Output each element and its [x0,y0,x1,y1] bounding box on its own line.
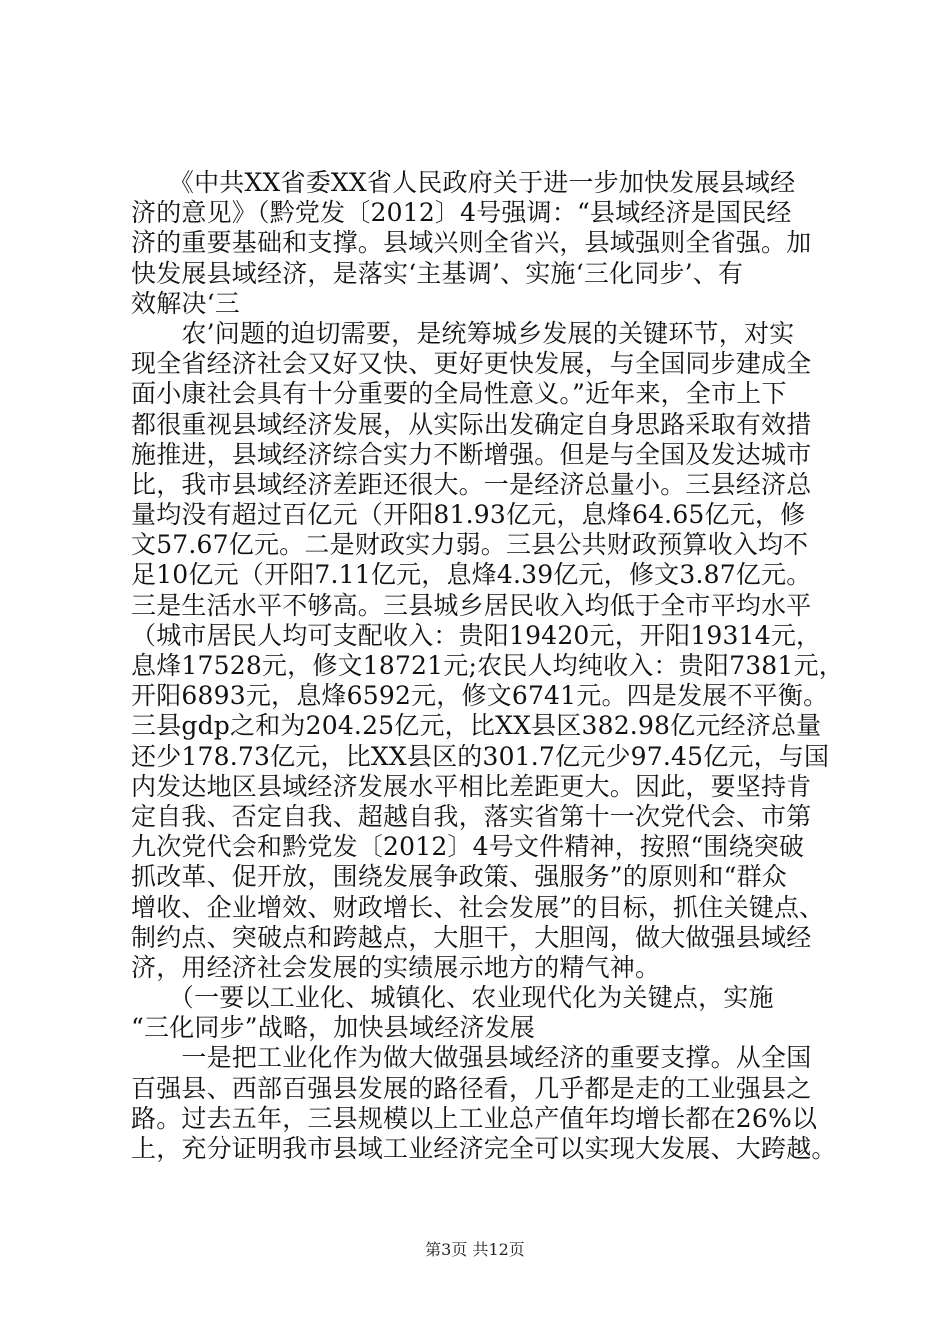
text-line: 量均没有超过百亿元（开阳81.93亿元，息烽64.65亿元，修 [131,500,806,530]
text-line: 百强县、西部百强县发展的路径看，几乎都是走的工业强县之 [131,1073,812,1103]
text-line: 都很重视县域经济发展，从实际出发确定自身思路采取有效措 [131,409,812,439]
text-line: 抓改革、促开放，围绕发展争政策、强服务”的原则和“群众 [131,862,787,892]
page-footer [0,1240,950,1260]
text-line: 九次党代会和黔党发〔2012〕4号文件精神，按照“围绕突破 [131,832,805,862]
text-line: （一要以工业化、城镇化、农业现代化为关键点，实施 [131,983,774,1013]
body-text [131,168,844,1164]
text-line: 上，充分证明我市县域工业经济完全可以实现大发展、大跨越。 [131,1134,837,1163]
text-line: 一是把工业化作为做大做强县域经济的重要支撑。从全国 [131,1043,812,1073]
text-line: 济，用经济社会发展的实绩展示地方的精气神。 [131,952,661,982]
text-line: 施推进，县域经济综合实力不断增强。但是与全国及发达城市 [131,439,812,469]
text-line: 《中共XX省委XX省人民政府关于进一步加快发展县域经 [131,168,796,197]
text-line: 还少178.73亿元，比XX县区的301.7亿元少97.45亿元，与国 [131,741,830,771]
text-line: 三县gdp之和为204.25亿元，比XX县区382.98亿元经济总量 [131,711,822,741]
text-line: 息烽17528元，修文18721元;农民人均纯收入：贵阳7381元， [131,651,844,680]
text-line: 比，我市县域经济差距还很大。一是经济总量小。三县经济总 [131,469,812,499]
text-line: 农’问题的迫切需要，是统筹城乡发展的关键环节，对实 [131,318,795,348]
text-line: 开阳6893元，息烽6592元，修文6741元。四是发展不平衡。 [131,681,829,711]
text-line: 文57.67亿元。二是财政实力弱。三县公共财政预算收入均不 [131,530,809,560]
page-number: 第3页 共12页 [425,1240,525,1259]
text-line: 济的意见》（黔党发〔2012〕4号强调：“县域经济是国民经 [131,198,792,228]
text-line: 定自我、否定自我、超越自我，落实省第十一次党代会、市第 [131,801,812,831]
text-line: 内发达地区县域经济发展水平相比差距更大。因此，要坚持肯 [131,771,812,801]
text-line: 制约点、突破点和跨越点，大胆干，大胆闯，做大做强县域经 [131,922,812,952]
text-line: 济的重要基础和支撑。县域兴则全省兴，县域强则全省强。加 [131,228,812,258]
text-line: 足10亿元（开阳7.11亿元，息烽4.39亿元，修文3.87亿元。 [131,560,812,590]
text-line: 面小康社会具有十分重要的全局性意义。”近年来，全市上下 [131,379,787,409]
text-line: 三是生活水平不够高。三县城乡居民收入均低于全市平均水平 [131,590,812,620]
text-line: 路。过去五年，三县规模以上工业总产值年均增长都在26%以 [131,1103,818,1133]
text-line: 增收、企业增效、财政增长、社会发展”的目标，抓住关键点、 [131,892,825,922]
text-line: （城市居民人均可支配收入：贵阳19420元，开阳19314元， [131,620,822,650]
text-line: “三化同步”战略，加快县域经济发展 [131,1013,535,1043]
text-line: 效解决‘三 [131,288,240,318]
text-line: 现全省经济社会又好又快、更好更快发展，与全国同步建成全 [131,349,812,379]
text-line: 快发展县域经济，是落实‘主基调’、实施‘三化同步’、有 [131,258,744,288]
